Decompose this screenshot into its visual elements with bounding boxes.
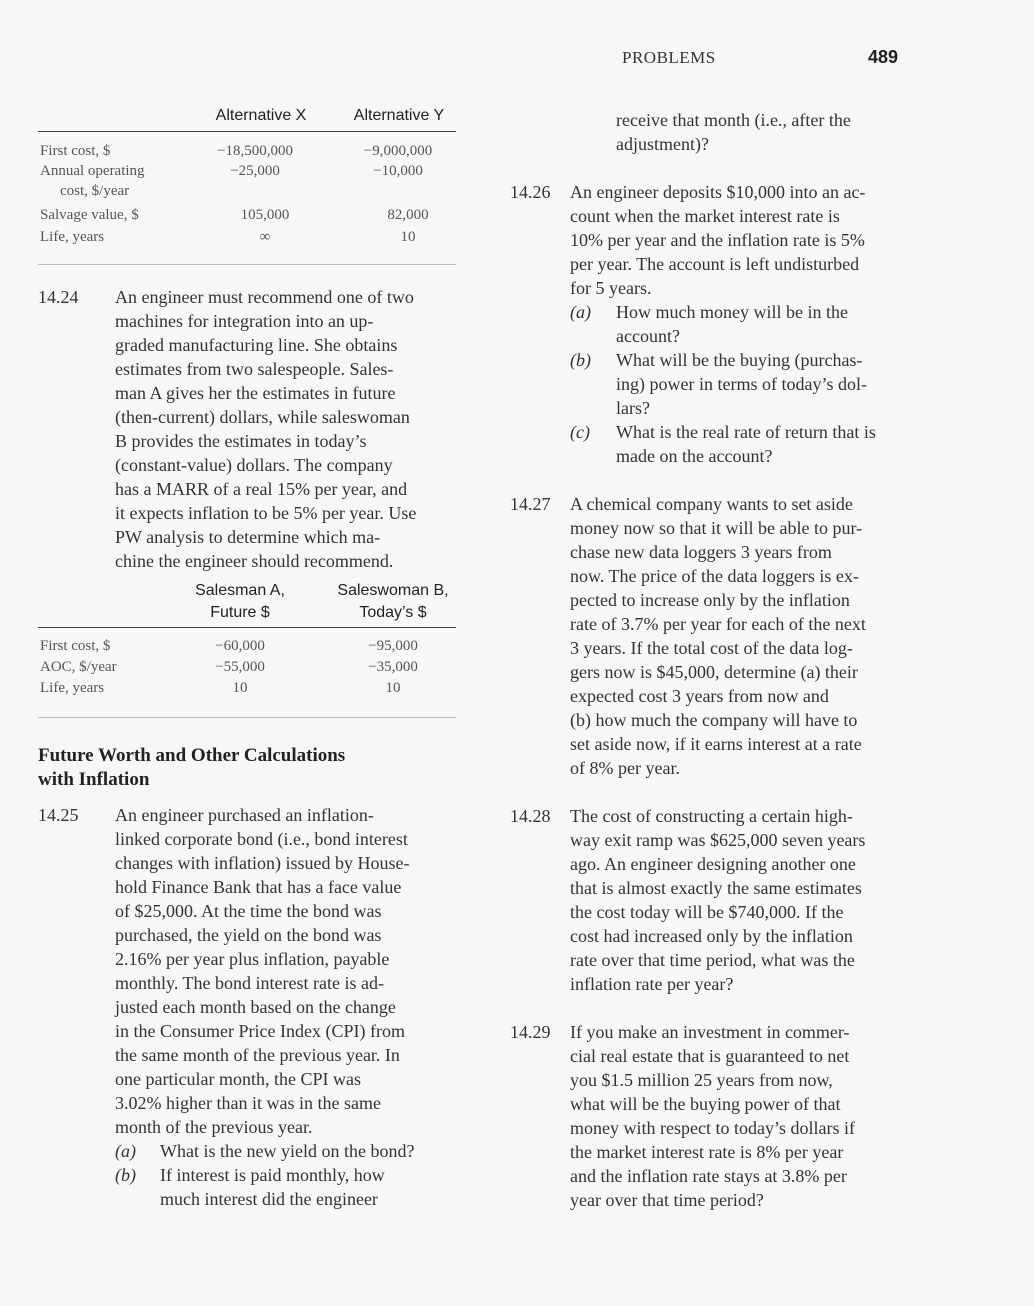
text-line: inflation rate per year?	[570, 974, 734, 994]
text-line: An engineer must recommend one of two	[115, 287, 414, 307]
text-line: of $25,000. At the time the bond was	[115, 901, 382, 921]
text-line: An engineer deposits $10,000 into an ac-	[570, 182, 866, 202]
problem-number: 14.29	[510, 1022, 551, 1042]
subpart-label: (b)	[570, 350, 591, 370]
text-line: for 5 years.	[570, 278, 652, 298]
problem-number: 14.27	[510, 494, 551, 514]
table-cell: 82,000	[387, 207, 429, 223]
table-cell: −60,000	[215, 638, 265, 654]
problem-number: 14.24	[38, 287, 79, 307]
text-line: chase new data loggers 3 years from	[570, 542, 832, 562]
table-cell: −35,000	[368, 659, 418, 675]
subpart-label: (a)	[570, 302, 591, 322]
page-number: 489	[868, 47, 899, 67]
row-label: Life, years	[40, 680, 105, 696]
problem-number: 14.26	[510, 182, 551, 202]
text-line: 3 years. If the total cost of the data log-	[570, 638, 853, 658]
table-cell: 10	[400, 229, 416, 245]
text-line: machines for integration into an up-	[115, 311, 374, 331]
table-cell: −18,500,000	[217, 143, 293, 159]
text-line: An engineer purchased an inflation-	[115, 805, 374, 825]
text-line: count when the market interest rate is	[570, 206, 840, 226]
text-line: cost had increased only by the inflation	[570, 926, 853, 946]
problem-number: 14.25	[38, 805, 79, 825]
text-line: cial real estate that is guaranteed to net	[570, 1046, 850, 1066]
text-line: B provides the estimates in today’s	[115, 431, 367, 451]
text-line: what will be the buying power of that	[570, 1094, 841, 1114]
problem-text	[570, 804, 912, 996]
text-line: in the Consumer Price Index (CPI) from	[115, 1021, 405, 1041]
text-line: What is the real rate of return that is	[616, 422, 876, 442]
subpart-text	[616, 420, 912, 468]
table-cell: 10	[385, 680, 401, 696]
text-line: (then-current) dollars, while saleswoman	[115, 407, 410, 427]
section-heading-line: with Inflation	[38, 769, 150, 790]
text-line: receive that month (i.e., after the	[616, 110, 851, 130]
table-cell: 105,000	[240, 207, 290, 223]
column-header-salesman-a-sub: Future $	[210, 604, 270, 621]
problem-text	[570, 180, 912, 300]
column-header-salesman-a: Salesman A,	[195, 582, 285, 599]
row-label: Salvage value, $	[40, 207, 139, 223]
infinity-symbol: ∞	[259, 229, 271, 245]
text-line: adjustment)?	[616, 134, 709, 154]
text-line: justed each month based on the change	[115, 997, 396, 1017]
text-line: rate over that time period, what was the	[570, 950, 855, 970]
text-line: you $1.5 million 25 years from now,	[570, 1070, 833, 1090]
row-label: Life, years	[40, 229, 105, 245]
text-line: estimates from two salespeople. Sales-	[115, 359, 394, 379]
column-header-alt-x: Alternative X	[215, 107, 307, 124]
text-line: hold Finance Bank that has a face value	[115, 877, 402, 897]
table-cell: −55,000	[215, 659, 265, 675]
row-label: First cost, $	[40, 638, 111, 654]
subpart-text	[616, 300, 912, 348]
text-line: graded manufacturing line. She obtains	[115, 335, 398, 355]
table-cell: −10,000	[373, 163, 423, 179]
text-line: (b) how much the company will have to	[570, 710, 858, 730]
subpart-text	[616, 348, 912, 420]
problem-text	[570, 1020, 912, 1212]
text-line: The cost of constructing a certain high-	[570, 806, 853, 826]
text-line: per year. The account is left undisturbed	[570, 254, 860, 274]
table-cell: 10	[232, 680, 248, 696]
table-bottom-rule	[38, 264, 456, 265]
text-line: changes with inflation) issued by House-	[115, 853, 410, 873]
table-cell: −25,000	[230, 163, 280, 179]
text-line: much interest did the engineer	[160, 1189, 378, 1209]
text-line: expected cost 3 years from now and	[570, 686, 829, 706]
text-line: has a MARR of a real 15% per year, and	[115, 479, 408, 499]
section-heading-line: Future Worth and Other Calculations	[38, 745, 346, 766]
text-line: month of the previous year.	[115, 1117, 313, 1137]
row-label: Annual operating	[40, 163, 145, 179]
text-line: 10% per year and the inflation rate is 5%	[570, 230, 865, 250]
text-line: made on the account?	[616, 446, 773, 466]
text-line: How much money will be in the	[616, 302, 848, 322]
text-line: money now so that it will be able to pur-	[570, 518, 863, 538]
text-line: 2.16% per year plus inflation, payable	[115, 949, 390, 969]
subpart-text: What is the new yield on the bond?	[160, 1141, 415, 1161]
text-line: purchased, the yield on the bond was	[115, 925, 382, 945]
text-line: the same month of the previous year. In	[115, 1045, 400, 1065]
table-cell: −9,000,000	[363, 143, 433, 159]
text-line: man A gives her the estimates in future	[115, 383, 396, 403]
text-line: the cost today will be $740,000. If the	[570, 902, 844, 922]
text-line: and the inflation rate stays at 3.8% per	[570, 1166, 847, 1186]
text-line: (constant-value) dollars. The company	[115, 455, 393, 475]
text-line: the market interest rate is 8% per year	[570, 1142, 844, 1162]
subpart-text	[160, 1163, 456, 1211]
subpart-label: (a)	[115, 1141, 136, 1161]
text-line: that is almost exactly the same estimates	[570, 878, 862, 898]
text-line: set aside now, if it earns interest at a rate	[570, 734, 862, 754]
text-line: way exit ramp was $625,000 seven years	[570, 830, 866, 850]
column-header-alt-y: Alternative Y	[353, 107, 445, 124]
text-line: rate of 3.7% per year for each of the next	[570, 614, 866, 634]
text-line: 3.02% higher than it was in the same	[115, 1093, 381, 1113]
text-line: A chemical company wants to set aside	[570, 494, 853, 514]
table-bottom-rule	[38, 717, 456, 718]
row-label: AOC, $/year	[40, 659, 117, 675]
text-line: chine the engineer should recommend.	[115, 551, 394, 571]
text-line: pected to increase only by the inflation	[570, 590, 850, 610]
text-line: What will be the buying (purchas-	[616, 350, 863, 370]
text-line: If interest is paid monthly, how	[160, 1165, 385, 1185]
text-line: account?	[616, 326, 680, 346]
text-line: of 8% per year.	[570, 758, 680, 778]
column-header-saleswoman-b: Saleswoman B,	[337, 582, 449, 599]
row-label: First cost, $	[40, 143, 111, 159]
problem-number: 14.28	[510, 806, 551, 826]
problem-text	[115, 803, 455, 1139]
text-line: ago. An engineer designing another one	[570, 854, 856, 874]
text-line: it expects inflation to be 5% per year. Use	[115, 503, 417, 523]
running-header-title: PROBLEMS	[622, 48, 716, 67]
section-heading	[38, 744, 345, 792]
subpart-label: (b)	[115, 1165, 136, 1185]
text-line: If you make an investment in commer-	[570, 1022, 850, 1042]
table-header-rule	[38, 131, 456, 132]
text-line: now. The price of the data loggers is ex-	[570, 566, 859, 586]
text-line: money with respect to today’s dollars if	[570, 1118, 855, 1138]
text-line: one particular month, the CPI was	[115, 1069, 361, 1089]
text-line: year over that time period?	[570, 1190, 764, 1210]
problem-text	[570, 492, 912, 780]
table-header-rule	[38, 627, 456, 628]
table-cell: −95,000	[368, 638, 418, 654]
text-line: monthly. The bond interest rate is ad-	[115, 973, 384, 993]
text-line: ing) power in terms of today’s dol-	[616, 374, 867, 394]
text-line: lars?	[616, 398, 650, 418]
text-line: PW analysis to determine which ma-	[115, 527, 381, 547]
problem-14-25-continuation	[616, 108, 912, 156]
text-line: linked corporate bond (i.e., bond interest	[115, 829, 408, 849]
text-line: gers now is $45,000, determine (a) their	[570, 662, 858, 682]
problem-text	[115, 285, 455, 573]
subpart-label: (c)	[570, 422, 590, 442]
row-label-continued: cost, $/year	[60, 183, 130, 199]
column-header-saleswoman-b-sub: Today’s $	[359, 604, 427, 621]
